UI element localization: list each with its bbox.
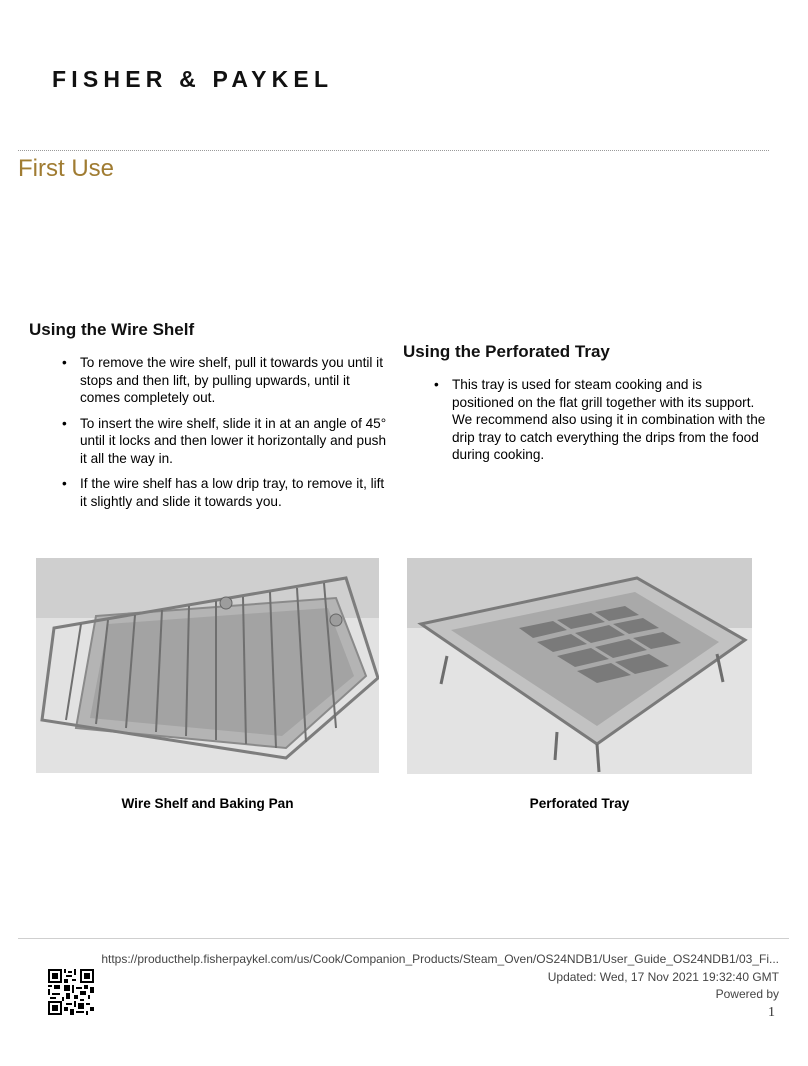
- updated-timestamp: Updated: Wed, 17 Nov 2021 19:32:40 GMT: [547, 970, 779, 984]
- wire-shelf-instructions: [62, 354, 388, 518]
- wire-shelf-photo: [36, 558, 379, 773]
- footer-divider: [18, 938, 789, 939]
- powered-by: Powered by: [715, 987, 779, 1001]
- list-item: • To remove the wire shelf, pull it towards you until it stops and then lift, by pulling upwards, until it comes completely out.: [62, 354, 388, 407]
- wire-shelf-caption: Wire Shelf and Baking Pan: [121, 796, 294, 811]
- perforated-tray-instructions: [434, 376, 766, 472]
- qr-code-icon: [48, 969, 94, 1015]
- brand-logo: FISHER & PAYKEL: [52, 66, 334, 92]
- page-number: 1: [768, 1005, 775, 1020]
- list-item: • If the wire shelf has a low drip tray, to remove it, lift it slightly and slide it towards you.: [62, 475, 388, 510]
- page-title: First Use: [18, 155, 114, 182]
- wire-shelf-heading: Using the Wire Shelf: [29, 320, 195, 339]
- list-item: • To insert the wire shelf, slide it in at an angle of 45° until it locks and then lower it horizontally and push it all the way in.: [62, 415, 388, 468]
- perforated-tray-heading: Using the Perforated Tray: [403, 342, 610, 361]
- perforated-tray-caption: Perforated Tray: [529, 796, 630, 811]
- perforated-tray-photo: [407, 558, 752, 774]
- list-item: • This tray is used for steam cooking and is positioned on the flat grill together with its support. We recommend also using it in combination with the drip tray to catch everything the drips from the food during cooking.: [434, 376, 766, 464]
- header-divider: [18, 150, 769, 151]
- source-url[interactable]: https://producthelp.fisherpaykel.com/us/Cook/Companion_Products/Steam_Oven/OS24NDB1/User_Guide_OS24NDB1/03_Fi...: [101, 952, 779, 966]
